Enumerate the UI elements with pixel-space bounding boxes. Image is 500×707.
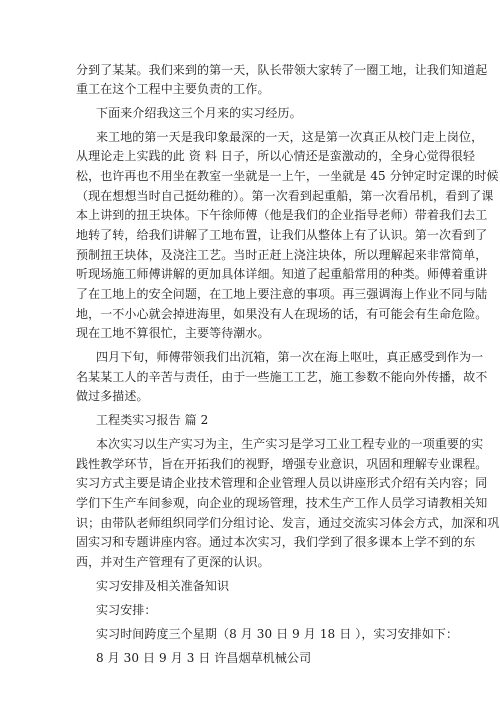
text-line: 了在工地上的安全问题，在工地上要注意的事项。再三强调海上作业不同与陆: [76, 287, 488, 301]
text-line: 固实习和专题讲座内容。通过本次实习，我们学到了很多课本上学不到的东: [76, 535, 476, 549]
text-line: 做过多描述。: [76, 389, 149, 403]
text-line: 实习安排：: [96, 603, 157, 617]
text-line: 现在工地不算很忙，主要等待潮水。: [76, 326, 270, 340]
text-line: 践性教学环节，旨在开拓我们的视野，增强专业意识，巩固和理解专业课程。: [76, 457, 488, 471]
text-line: 听现场施工师傅讲解的更加具体详细。知道了起重船常用的种类。师傅着重讲: [76, 267, 488, 281]
text-line: 分到了某某。我们来到的第一天，队长带领大家转了一圈工地，让我们知道起: [76, 63, 488, 77]
text-line: 实习方式主要是请企业技术管理和企业管理人员以讲座形式介绍有关内容；同: [76, 476, 488, 490]
text-line: 本次实习以生产实习为主，生产实习是学习工业工程专业的一项重要的实: [96, 437, 484, 451]
text-line: （现在想想当时自己挺幼稚的）。第一次看到起重船，第一次看吊机，看到了课: [76, 189, 494, 203]
text-line: 四月下旬，师傅带领我们出沉箱，第一次在海上呕吐，真正感受到作为一: [96, 350, 484, 364]
text-line: 本上讲到的扭王块体。下午徐师傅（他是我们的企业指导老师）带着我们去工: [76, 208, 488, 222]
section-heading: 工程类实习报告 篇 2: [96, 413, 209, 427]
text-line: 8 月 30 日 9 月 3 日 许昌烟草机械公司: [96, 651, 312, 665]
text-line: 预制扭王块体，及浇注工艺。当时正赶上浇注块体，所以理解起来非常简单，: [76, 248, 488, 262]
text-line: 识；由带队老师组织同学们分组讨论、发言，通过交流实习体会方式，加深和巩: [76, 516, 500, 530]
text-line: 地，一不小心就会掉进海里，如果没有人在现场的话，有可能会有生命危险。: [76, 307, 488, 321]
text-line: 重工在这个工程中主要负责的工作。: [76, 82, 270, 96]
text-line: 西，并对生产管理有了更深的认识。: [76, 555, 270, 569]
text-line: 来工地的第一天是我印象最深的一天，这是第一次真正从校门走上岗位，: [96, 130, 484, 144]
text-line: 实习时间跨度三个星期（8 月 30 日 9 月 18 日 ），实习安排如下：: [96, 627, 459, 641]
text-line: 名某某工人的辛苦与责任，由于一些施工工艺，施工参数不能向外传播，故不: [76, 370, 488, 384]
text-line: 学们下生产车间参观，向企业的现场管理，技术生产工作人员学习请教相关知: [76, 496, 488, 510]
text-line: 松，也许再也不用坐在教室一坐就是一上午，一坐就是 45 分钟定时定课的时候: [76, 169, 499, 183]
text-line: 下面来介绍我这三个月来的实习经历。: [96, 106, 302, 120]
text-line: 地转了转，给我们讲解了工地布置，让我们从整体上有了认识。第一次看到了: [76, 228, 488, 242]
subheading: 实习安排及相关准备知识: [96, 579, 230, 593]
text-line: 从理论走上实践的此 资 料 日子，所以心情还是蛮激动的，全身心觉得很轻: [76, 149, 475, 163]
